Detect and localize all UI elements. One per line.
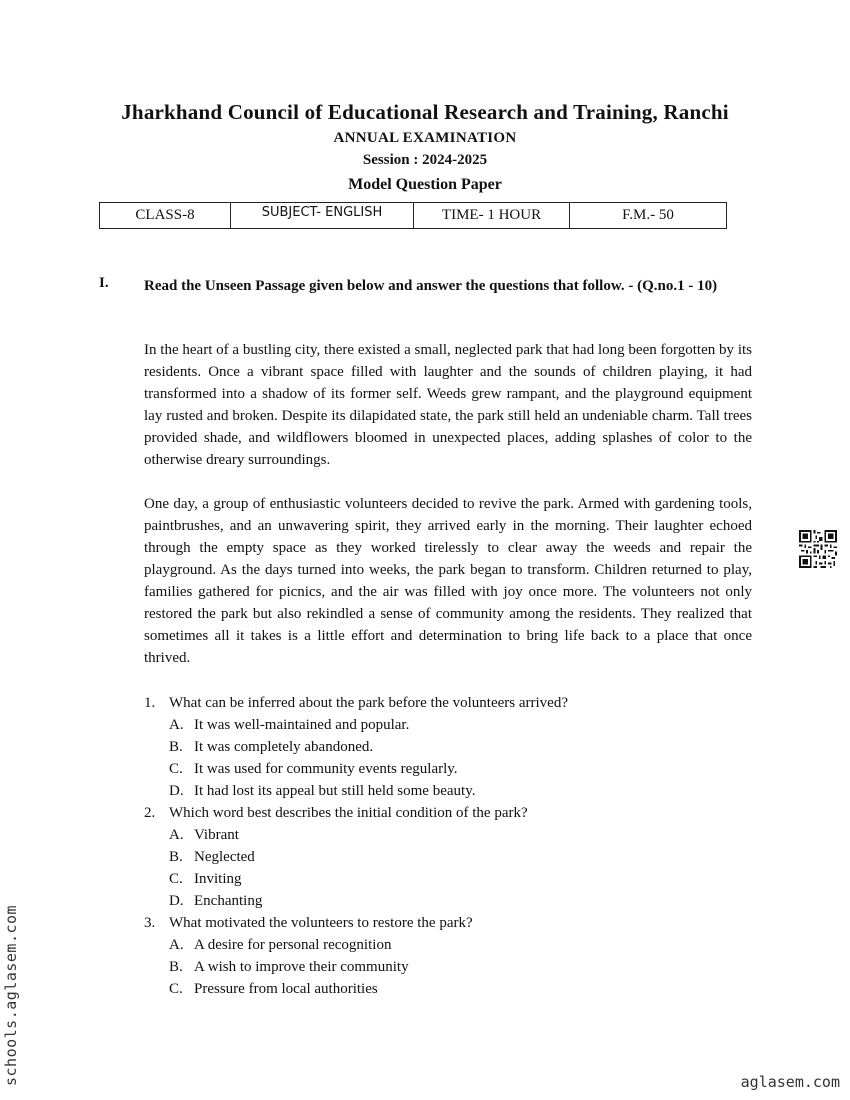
option-letter: C. — [169, 981, 183, 997]
qr-code-icon[interactable] — [799, 530, 837, 568]
option-text: Neglected — [194, 849, 255, 865]
session-label: Session : 2024-2025 — [362, 152, 488, 168]
option-letter: D. — [169, 783, 184, 799]
option-text: It was well-maintained and popular. — [194, 717, 410, 733]
exam-name: ANNUAL EXAMINATION — [333, 130, 517, 146]
marks-cell: F.M.- 50 — [622, 207, 674, 223]
section-number: I. — [99, 275, 109, 291]
option-letter: A. — [169, 717, 184, 733]
passage-paragraph-1: In the heart of a bustling city, there existed a small, neglected park that had long been forgotten by its residents. Once a vibrant space filled with laughter and the sounds of children playing, it had transformed into a shadow of its former self. Weeds grew rampant, and the playground equipment lay rusted and broken. Despite its dilapidated state, the park still held an undeniable charm. Tall trees provided shade, and wildflowers bloomed in unexpected places, adding splashes of color to the otherwise dreary surroundings. — [144, 342, 752, 468]
option-letter: A. — [169, 827, 184, 843]
option-letter: B. — [169, 849, 183, 865]
question-number: 1. — [144, 695, 156, 711]
question-list — [144, 692, 764, 1000]
option-text: Enchanting — [194, 893, 263, 909]
option-text: A desire for personal recognition — [194, 937, 392, 953]
option-letter: C. — [169, 761, 183, 777]
option-letter: A. — [169, 937, 184, 953]
question-1 — [144, 692, 764, 802]
option-letter: B. — [169, 739, 183, 755]
option-letter: C. — [169, 871, 183, 887]
class-cell: CLASS-8 — [100, 203, 231, 228]
option-letter: B. — [169, 959, 183, 975]
paper-type: Model Question Paper — [348, 176, 502, 193]
question-3 — [144, 912, 764, 1000]
option-text: Vibrant — [194, 827, 239, 843]
question-number: 3. — [144, 915, 156, 931]
question-2 — [144, 802, 764, 912]
question-text: What motivated the volunteers to restore the park? — [169, 915, 473, 931]
option-text: It was completely abandoned. — [194, 739, 374, 755]
footer-watermark: aglasem.com — [740, 1073, 840, 1091]
document-title: Jharkhand Council of Educational Research and Training, Ranchi — [121, 100, 729, 124]
side-watermark: schools.aglasem.com — [2, 904, 20, 1086]
option-text: It had lost its appeal but still held some beauty. — [194, 783, 476, 799]
option-letter: D. — [169, 893, 184, 909]
subject-cell: SUBJECT- ENGLISH — [231, 203, 414, 228]
passage-paragraph-2: One day, a group of enthusiastic volunteers decided to revive the park. Armed with gardening tools, paintbrushes, and an unwavering spirit, they arrived early in the morning. Their laughter echoed through the empty space as they worked tirelessly to clear away the weeds and repair the playground. As the days turned into weeks, the park began to transform. Children returned to play, families gathered for picnics, and the air was filled with joy once more. The volunteers not only restored the park but also rekindled a sense of community among the residents. They realized that sometimes all it takes is a little effort and determination to bring life back to a place that once thrived. — [144, 496, 752, 666]
option-text: It was used for community events regularly. — [194, 761, 458, 777]
option-text: Pressure from local authorities — [194, 981, 378, 997]
option-text: A wish to improve their community — [194, 959, 409, 975]
question-text: What can be inferred about the park before the volunteers arrived? — [169, 695, 568, 711]
info-table — [99, 202, 727, 229]
question-text: Which word best describes the initial condition of the park? — [169, 805, 528, 821]
question-number: 2. — [144, 805, 156, 821]
section-instruction: Read the Unseen Passage given below and answer the questions that follow. - (Q.no.1 - 10) — [144, 278, 718, 294]
time-cell: TIME- 1 HOUR — [414, 203, 570, 228]
option-text: Inviting — [194, 871, 242, 887]
